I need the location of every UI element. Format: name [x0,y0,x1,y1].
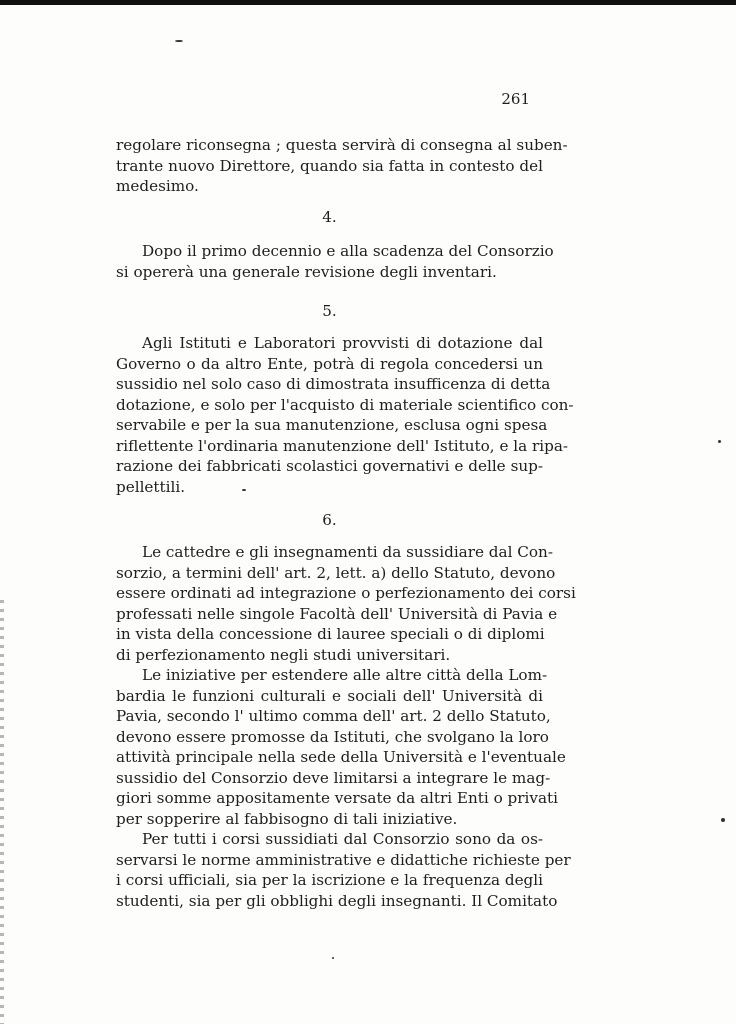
text-line: i corsi ufficiali, sia per la iscrizione e la frequenza degli [116,871,543,889]
left-page-edge [0,600,4,1024]
text-line: sussidio nel solo caso di dimostrata insufficenza di detta [116,375,551,393]
text-line: di perfezionamento negli studi universitari. [116,645,451,664]
text-line: Dopo il primo decennio e alla scadenza del Consorzio [142,242,554,260]
text-line: sorzio, a termini dell' art. 2, lett. a) dello Statuto, devono [116,563,556,582]
ink-speck [332,957,334,959]
text-line: studenti, sia per gli obblighi degli insegnanti. Il Comitato [116,891,558,910]
text-line: in vista della concessione di lauree speciali o di diplomi [116,625,545,643]
text-line: attività principale nella sede della Università e l'eventuale [116,748,566,766]
text-line: sussidio del Consorzio deve limitarsi a integrare le mag- [116,768,551,787]
ink-speck [175,40,183,42]
section-heading-5: 5. [322,302,337,320]
text-line: dotazione, e solo per l'acquisto di materiale scientifico con- [116,395,574,414]
text-line: Le cattedre e gli insegnamenti da sussidiare dal Con- [142,543,553,561]
text-line: si opererà una generale revisione degli inventari. [116,262,497,281]
text-line: Per tutti i corsi sussidiati dal Consorzio sono da os- [142,830,543,848]
text-line: professati nelle singole Facoltà dell' Università di Pavia e [116,604,558,623]
section-5-paragraph [116,333,574,497]
text-line: medesimo. [116,177,199,195]
section-4-paragraph [116,241,554,282]
text-line: Governo o da altro Ente, potrà di regola concedersi un [116,354,543,373]
ink-speck [721,818,725,822]
top-border-rule [0,0,736,5]
text-line: devono essere promosse da Istituti, che svolgano la loro [116,727,549,746]
intro-paragraph [116,135,568,197]
section-heading-6: 6. [322,511,337,529]
text-line: trante nuovo Direttore, quando sia fatta in contesto del [116,156,543,175]
text-line: regolare riconsegna ; questa servirà di consegna al suben- [116,136,568,154]
text-line: Agli Istituti e Laboratori provvisti di dotazione dal [142,334,543,352]
text-line: per sopperire al fabbisogno di tali iniziative. [116,809,458,828]
page-number: 261 [501,90,530,108]
text-line: servabile e per la sua manutenzione, esclusa ogni spesa [116,416,548,434]
text-line: bardia le funzioni culturali e sociali dell' Università di [116,686,543,705]
text-line: pellettili. [116,477,186,496]
text-line: Pavia, secondo l' ultimo comma dell' art. 2 dello Statuto, [116,707,551,725]
ink-speck [718,440,721,443]
section-heading-4: 4. [322,208,337,226]
section-6-paragraph [116,542,576,911]
text-line: razione dei fabbricati scolastici governativi e delle sup- [116,457,543,475]
text-line: riflettente l'ordinaria manutenzione dell' Istituto, e la ripa- [116,436,569,455]
text-line: servarsi le norme amministrative e didattiche richieste per [116,850,571,869]
text-line: Le iniziative per estendere alle altre città della Lom- [142,666,548,684]
text-line: essere ordinati ad integrazione o perfezionamento dei corsi [116,584,576,602]
text-line: giori somme appositamente versate da altri Enti o privati [116,789,558,807]
